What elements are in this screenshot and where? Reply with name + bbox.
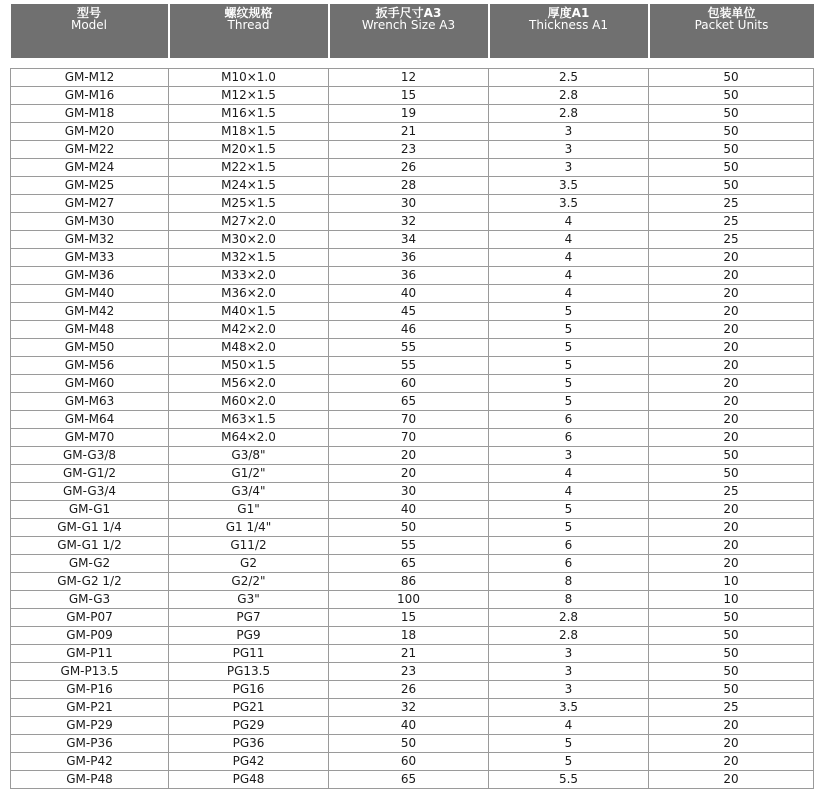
- cell-thread: M48×2.0: [169, 339, 329, 357]
- cell-packet-units: 50: [649, 159, 814, 177]
- cell-thickness: 3.5: [489, 699, 649, 717]
- table-row: [11, 501, 814, 519]
- cell-thickness: 3: [489, 663, 649, 681]
- table-row: [11, 717, 814, 735]
- cell-thickness: 3: [489, 681, 649, 699]
- table-row: [11, 681, 814, 699]
- cell-thickness: 5.5: [489, 771, 649, 789]
- table-row: [11, 87, 814, 105]
- cell-wrench-size: 15: [329, 87, 489, 105]
- cell-thread: M20×1.5: [169, 141, 329, 159]
- cell-thickness: 4: [489, 717, 649, 735]
- cell-wrench-size: 60: [329, 375, 489, 393]
- table-row: [11, 231, 814, 249]
- cell-thread: M63×1.5: [169, 411, 329, 429]
- cell-model: GM-P48: [11, 771, 169, 789]
- cell-thread: M50×1.5: [169, 357, 329, 375]
- cell-model: GM-G3: [11, 591, 169, 609]
- cell-thickness: 4: [489, 483, 649, 501]
- cell-wrench-size: 21: [329, 645, 489, 663]
- cell-thickness: 6: [489, 537, 649, 555]
- cell-model: GM-M30: [11, 213, 169, 231]
- cell-packet-units: 25: [649, 483, 814, 501]
- cell-thread: M60×2.0: [169, 393, 329, 411]
- header-packet-units: [649, 4, 814, 58]
- cell-thread: M12×1.5: [169, 87, 329, 105]
- cell-thread: M16×1.5: [169, 105, 329, 123]
- cell-packet-units: 50: [649, 123, 814, 141]
- cell-wrench-size: 28: [329, 177, 489, 195]
- cell-wrench-size: 15: [329, 609, 489, 627]
- cell-thickness: 3: [489, 159, 649, 177]
- cell-thickness: 5: [489, 339, 649, 357]
- cell-thickness: 5: [489, 375, 649, 393]
- cell-thickness: 3: [489, 141, 649, 159]
- cell-thickness: 2.8: [489, 87, 649, 105]
- cell-model: GM-M22: [11, 141, 169, 159]
- cell-packet-units: 20: [649, 429, 814, 447]
- table-row: [11, 429, 814, 447]
- cell-model: GM-G1 1/2: [11, 537, 169, 555]
- table-header: [11, 4, 814, 58]
- cell-thickness: 3.5: [489, 177, 649, 195]
- cell-wrench-size: 19: [329, 105, 489, 123]
- cell-thread: G3/8": [169, 447, 329, 465]
- table-row: [11, 69, 814, 87]
- cell-model: GM-G1 1/4: [11, 519, 169, 537]
- cell-wrench-size: 36: [329, 249, 489, 267]
- cell-model: GM-M25: [11, 177, 169, 195]
- cell-thread: M25×1.5: [169, 195, 329, 213]
- cell-thread: PG16: [169, 681, 329, 699]
- cell-model: GM-M48: [11, 321, 169, 339]
- table-row: [11, 753, 814, 771]
- cell-thickness: 3: [489, 447, 649, 465]
- cell-thickness: 6: [489, 429, 649, 447]
- header-thickness: [489, 4, 649, 58]
- header-packet-units-cn: 包装单位: [707, 6, 756, 20]
- cell-wrench-size: 34: [329, 231, 489, 249]
- cell-thickness: 5: [489, 303, 649, 321]
- cell-model: GM-G2: [11, 555, 169, 573]
- cell-packet-units: 50: [649, 609, 814, 627]
- header-thread-en: Thread: [227, 18, 270, 32]
- cell-packet-units: 25: [649, 699, 814, 717]
- cell-model: GM-M36: [11, 267, 169, 285]
- table-row: [11, 573, 814, 591]
- table-row: [11, 195, 814, 213]
- cell-packet-units: 20: [649, 267, 814, 285]
- table-row: [11, 357, 814, 375]
- cell-model: GM-M64: [11, 411, 169, 429]
- cell-thread: M40×1.5: [169, 303, 329, 321]
- header-model: [11, 4, 169, 58]
- cell-thread: G1": [169, 501, 329, 519]
- cell-thickness: 2.5: [489, 69, 649, 87]
- cell-wrench-size: 45: [329, 303, 489, 321]
- cell-wrench-size: 40: [329, 501, 489, 519]
- cell-thickness: 8: [489, 573, 649, 591]
- table-row: [11, 591, 814, 609]
- cell-thread: G3": [169, 591, 329, 609]
- table-row: [11, 123, 814, 141]
- cell-model: GM-G2 1/2: [11, 573, 169, 591]
- table-row: [11, 537, 814, 555]
- cell-wrench-size: 50: [329, 735, 489, 753]
- cell-model: GM-M56: [11, 357, 169, 375]
- cell-packet-units: 50: [649, 177, 814, 195]
- cell-model: GM-M18: [11, 105, 169, 123]
- cell-wrench-size: 40: [329, 717, 489, 735]
- cell-packet-units: 50: [649, 141, 814, 159]
- table-row: [11, 735, 814, 753]
- table-row: [11, 177, 814, 195]
- cell-wrench-size: 26: [329, 681, 489, 699]
- table-row: [11, 393, 814, 411]
- cell-thread: G3/4": [169, 483, 329, 501]
- cell-thickness: 3: [489, 645, 649, 663]
- table-row: [11, 213, 814, 231]
- table-row: [11, 771, 814, 789]
- cell-model: GM-G1/2: [11, 465, 169, 483]
- cell-wrench-size: 23: [329, 663, 489, 681]
- cell-wrench-size: 50: [329, 519, 489, 537]
- table-row: [11, 663, 814, 681]
- cell-thread: G11/2: [169, 537, 329, 555]
- cell-packet-units: 20: [649, 285, 814, 303]
- cell-thread: PG7: [169, 609, 329, 627]
- cell-model: GM-G3/8: [11, 447, 169, 465]
- cell-wrench-size: 20: [329, 447, 489, 465]
- header-wrench-size-cn: 扳手尺寸A3: [375, 6, 442, 20]
- cell-model: GM-M32: [11, 231, 169, 249]
- cell-thread: M42×2.0: [169, 321, 329, 339]
- cell-wrench-size: 23: [329, 141, 489, 159]
- cell-wrench-size: 21: [329, 123, 489, 141]
- cell-wrench-size: 32: [329, 213, 489, 231]
- cell-packet-units: 50: [649, 627, 814, 645]
- cell-thickness: 5: [489, 519, 649, 537]
- header-model-en: Model: [70, 18, 108, 32]
- cell-thread: G2/2": [169, 573, 329, 591]
- cell-thread: M64×2.0: [169, 429, 329, 447]
- cell-packet-units: 10: [649, 591, 814, 609]
- cell-packet-units: 20: [649, 753, 814, 771]
- cell-wrench-size: 65: [329, 555, 489, 573]
- cell-wrench-size: 30: [329, 483, 489, 501]
- cell-wrench-size: 36: [329, 267, 489, 285]
- cell-model: GM-M42: [11, 303, 169, 321]
- cell-model: GM-G1: [11, 501, 169, 519]
- header-wrench-size-en: Wrench Size A3: [361, 18, 456, 32]
- table-row: [11, 699, 814, 717]
- cell-packet-units: 50: [649, 681, 814, 699]
- cell-thread: G1/2": [169, 465, 329, 483]
- cell-packet-units: 20: [649, 735, 814, 753]
- cell-thread: PG9: [169, 627, 329, 645]
- header-packet-units-en: Packet Units: [694, 18, 769, 32]
- cell-thread: M22×1.5: [169, 159, 329, 177]
- cell-wrench-size: 55: [329, 537, 489, 555]
- cell-wrench-size: 86: [329, 573, 489, 591]
- cell-thread: M56×2.0: [169, 375, 329, 393]
- table-row: [11, 141, 814, 159]
- cell-model: GM-P11: [11, 645, 169, 663]
- table-row: [11, 285, 814, 303]
- cell-thickness: 4: [489, 285, 649, 303]
- table-row: [11, 645, 814, 663]
- cell-wrench-size: 30: [329, 195, 489, 213]
- table-row: [11, 159, 814, 177]
- cell-thickness: 5: [489, 321, 649, 339]
- cell-thread: M36×2.0: [169, 285, 329, 303]
- cell-wrench-size: 55: [329, 357, 489, 375]
- table-row: [11, 483, 814, 501]
- cell-packet-units: 20: [649, 717, 814, 735]
- cell-thickness: 4: [489, 267, 649, 285]
- cell-thread: PG11: [169, 645, 329, 663]
- table-row: [11, 105, 814, 123]
- cell-model: GM-P21: [11, 699, 169, 717]
- cell-model: GM-M50: [11, 339, 169, 357]
- cell-packet-units: 20: [649, 357, 814, 375]
- cell-model: GM-P16: [11, 681, 169, 699]
- cell-model: GM-M24: [11, 159, 169, 177]
- cell-thickness: 8: [489, 591, 649, 609]
- cell-model: GM-P36: [11, 735, 169, 753]
- table-row: [11, 411, 814, 429]
- cell-thread: PG48: [169, 771, 329, 789]
- cell-wrench-size: 70: [329, 429, 489, 447]
- cell-thread: M30×2.0: [169, 231, 329, 249]
- cell-wrench-size: 65: [329, 771, 489, 789]
- table-row: [11, 627, 814, 645]
- cell-packet-units: 20: [649, 519, 814, 537]
- cell-packet-units: 10: [649, 573, 814, 591]
- cell-packet-units: 20: [649, 393, 814, 411]
- cell-thickness: 5: [489, 735, 649, 753]
- spec-table: [10, 4, 814, 789]
- cell-thickness: 3: [489, 123, 649, 141]
- cell-thickness: 4: [489, 213, 649, 231]
- cell-thread: G2: [169, 555, 329, 573]
- cell-wrench-size: 60: [329, 753, 489, 771]
- table-row: [11, 609, 814, 627]
- cell-thread: PG42: [169, 753, 329, 771]
- cell-packet-units: 20: [649, 411, 814, 429]
- table-row: [11, 339, 814, 357]
- cell-wrench-size: 65: [329, 393, 489, 411]
- table-row: [11, 447, 814, 465]
- cell-thread: M32×1.5: [169, 249, 329, 267]
- cell-packet-units: 50: [649, 87, 814, 105]
- header-wrench-size: [329, 4, 489, 58]
- cell-wrench-size: 20: [329, 465, 489, 483]
- cell-thickness: 5: [489, 393, 649, 411]
- cell-wrench-size: 55: [329, 339, 489, 357]
- table-row: [11, 249, 814, 267]
- cell-model: GM-P09: [11, 627, 169, 645]
- cell-packet-units: 20: [649, 339, 814, 357]
- cell-packet-units: 50: [649, 465, 814, 483]
- cell-wrench-size: 70: [329, 411, 489, 429]
- cell-packet-units: 20: [649, 375, 814, 393]
- cell-model: GM-M60: [11, 375, 169, 393]
- cell-thread: M33×2.0: [169, 267, 329, 285]
- cell-packet-units: 50: [649, 645, 814, 663]
- cell-thread: G1 1/4": [169, 519, 329, 537]
- cell-packet-units: 20: [649, 501, 814, 519]
- cell-packet-units: 20: [649, 303, 814, 321]
- cell-packet-units: 20: [649, 249, 814, 267]
- cell-model: GM-P13.5: [11, 663, 169, 681]
- cell-thread: M10×1.0: [169, 69, 329, 87]
- table-row: [11, 465, 814, 483]
- cell-packet-units: 50: [649, 69, 814, 87]
- cell-packet-units: 25: [649, 213, 814, 231]
- cell-packet-units: 20: [649, 537, 814, 555]
- cell-model: GM-M70: [11, 429, 169, 447]
- cell-model: GM-P07: [11, 609, 169, 627]
- header-spacer: [11, 58, 814, 69]
- cell-thickness: 5: [489, 501, 649, 519]
- cell-thread: PG36: [169, 735, 329, 753]
- cell-wrench-size: 18: [329, 627, 489, 645]
- header-thread-cn: 螺纹规格: [224, 6, 273, 20]
- cell-model: GM-P29: [11, 717, 169, 735]
- cell-thickness: 3.5: [489, 195, 649, 213]
- cell-packet-units: 50: [649, 447, 814, 465]
- cell-wrench-size: 46: [329, 321, 489, 339]
- cell-wrench-size: 32: [329, 699, 489, 717]
- cell-model: GM-M63: [11, 393, 169, 411]
- cell-model: GM-M20: [11, 123, 169, 141]
- cell-thickness: 2.8: [489, 105, 649, 123]
- cell-packet-units: 20: [649, 321, 814, 339]
- cell-model: GM-G3/4: [11, 483, 169, 501]
- cell-packet-units: 50: [649, 105, 814, 123]
- table-row: [11, 303, 814, 321]
- cell-model: GM-P42: [11, 753, 169, 771]
- table-row: [11, 519, 814, 537]
- cell-packet-units: 20: [649, 555, 814, 573]
- table-body: [11, 58, 814, 789]
- table-row: [11, 555, 814, 573]
- cell-model: GM-M12: [11, 69, 169, 87]
- cell-model: GM-M16: [11, 87, 169, 105]
- table-row: [11, 267, 814, 285]
- cell-thread: PG21: [169, 699, 329, 717]
- cell-thickness: 2.8: [489, 627, 649, 645]
- cell-thread: M18×1.5: [169, 123, 329, 141]
- cell-model: GM-M33: [11, 249, 169, 267]
- header-thickness-cn: 厚度A1: [547, 6, 590, 20]
- cell-model: GM-M27: [11, 195, 169, 213]
- cell-thread: M24×1.5: [169, 177, 329, 195]
- cell-thickness: 4: [489, 465, 649, 483]
- cell-packet-units: 50: [649, 663, 814, 681]
- header-thread: [169, 4, 329, 58]
- cell-wrench-size: 40: [329, 285, 489, 303]
- header-thickness-en: Thickness A1: [529, 18, 608, 32]
- cell-thickness: 2.8: [489, 609, 649, 627]
- cell-thread: M27×2.0: [169, 213, 329, 231]
- cell-thickness: 6: [489, 555, 649, 573]
- cell-thickness: 4: [489, 249, 649, 267]
- cell-thickness: 5: [489, 753, 649, 771]
- cell-packet-units: 25: [649, 231, 814, 249]
- cell-wrench-size: 26: [329, 159, 489, 177]
- table-row: [11, 321, 814, 339]
- cell-packet-units: 25: [649, 195, 814, 213]
- cell-packet-units: 20: [649, 771, 814, 789]
- cell-thickness: 5: [489, 357, 649, 375]
- cell-wrench-size: 100: [329, 591, 489, 609]
- cell-thread: PG13.5: [169, 663, 329, 681]
- cell-thickness: 4: [489, 231, 649, 249]
- cell-thickness: 6: [489, 411, 649, 429]
- header-model-cn: 型号: [76, 6, 101, 20]
- cell-thread: PG29: [169, 717, 329, 735]
- cell-wrench-size: 12: [329, 69, 489, 87]
- cell-model: GM-M40: [11, 285, 169, 303]
- table-row: [11, 375, 814, 393]
